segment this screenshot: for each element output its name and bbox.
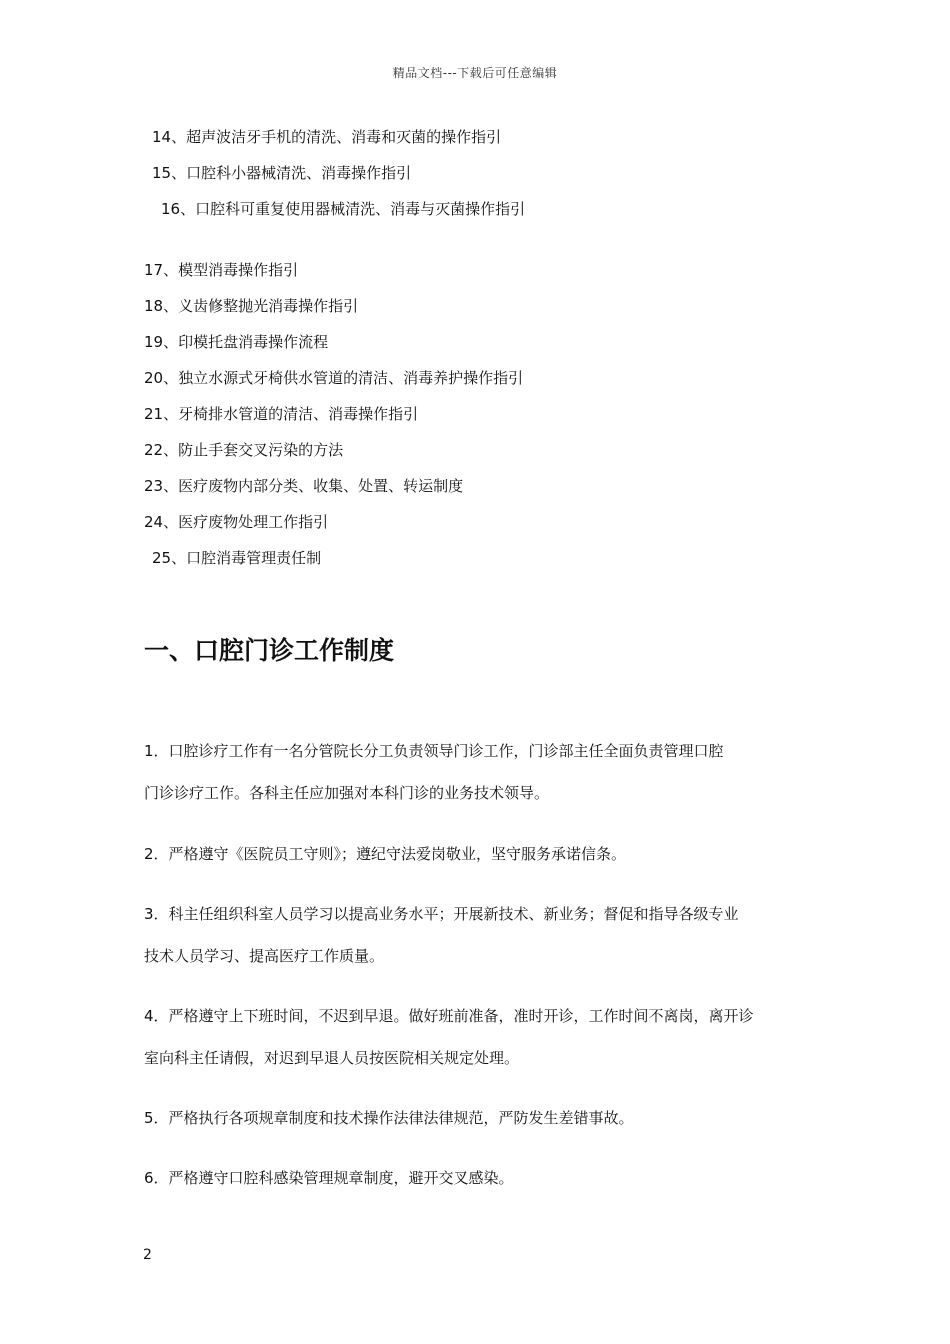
section-title: 一、口腔门诊工作制度 (144, 636, 395, 665)
paragraph-line: 门诊诊疗工作。各科主任应加强对本科门诊的业务技术领导。 (144, 784, 550, 802)
paragraph-line: 2．严格遵守《医院员工守则》；遵纪守法爱岗敬业，坚守服务承诺信条。 (144, 845, 627, 863)
paragraph-line: 技术人员学习、提高医疗工作质量。 (144, 947, 385, 965)
paragraph-line: 室向科主任请假，对迟到早退人员按医院相关规定处理。 (144, 1049, 520, 1067)
paragraph-6 (144, 1168, 814, 1188)
toc-item: 22、防止手套交叉污染的方法 (144, 441, 344, 459)
paragraph-3 (144, 904, 814, 966)
paragraph-4 (144, 1006, 814, 1068)
toc-item: 14、超声波洁牙手机的清洗、消毒和灭菌的操作指引 (152, 128, 502, 146)
page-header: 精品文档---下载后可任意编辑 (392, 66, 558, 80)
page-number: 2 (143, 1247, 152, 1263)
toc-item: 18、义齿修整抛光消毒操作指引 (144, 297, 359, 315)
toc-item: 19、印模托盘消毒操作流程 (144, 333, 329, 351)
toc-item: 25、口腔消毒管理责任制 (152, 549, 322, 567)
paragraph-5 (144, 1108, 814, 1128)
paragraph-2 (144, 844, 814, 864)
paragraph-line: 4．严格遵守上下班时间，不迟到早退。做好班前准备，准时开诊，工作时间不离岗，离开诊 (144, 1007, 754, 1025)
paragraph-line: 1．口腔诊疗工作有一名分管院长分工负责领导门诊工作，门诊部主任全面负责管理口腔 (144, 742, 724, 760)
toc-item: 23、医疗废物内部分类、收集、处置、转运制度 (144, 477, 464, 495)
paragraph-1 (144, 741, 814, 803)
toc-item: 20、独立水源式牙椅供水管道的清洁、消毒养护操作指引 (144, 369, 524, 387)
toc-item: 15、口腔科小器械清洗、消毒操作指引 (152, 164, 412, 182)
toc-item: 24、医疗废物处理工作指引 (144, 513, 329, 531)
toc-item: 16、口腔科可重复使用器械清洗、消毒与灭菌操作指引 (161, 200, 526, 218)
toc-item: 21、牙椅排水管道的清洁、消毒操作指引 (144, 405, 419, 423)
paragraph-line: 6．严格遵守口腔科感染管理规章制度，避开交叉感染。 (144, 1169, 514, 1187)
toc-item: 17、模型消毒操作指引 (144, 261, 299, 279)
paragraph-line: 5．严格执行各项规章制度和技术操作法律法律规范，严防发生差错事故。 (144, 1109, 634, 1127)
paragraph-line: 3．科主任组织科室人员学习以提高业务水平；开展新技术、新业务；督促和指导各级专业 (144, 905, 739, 923)
